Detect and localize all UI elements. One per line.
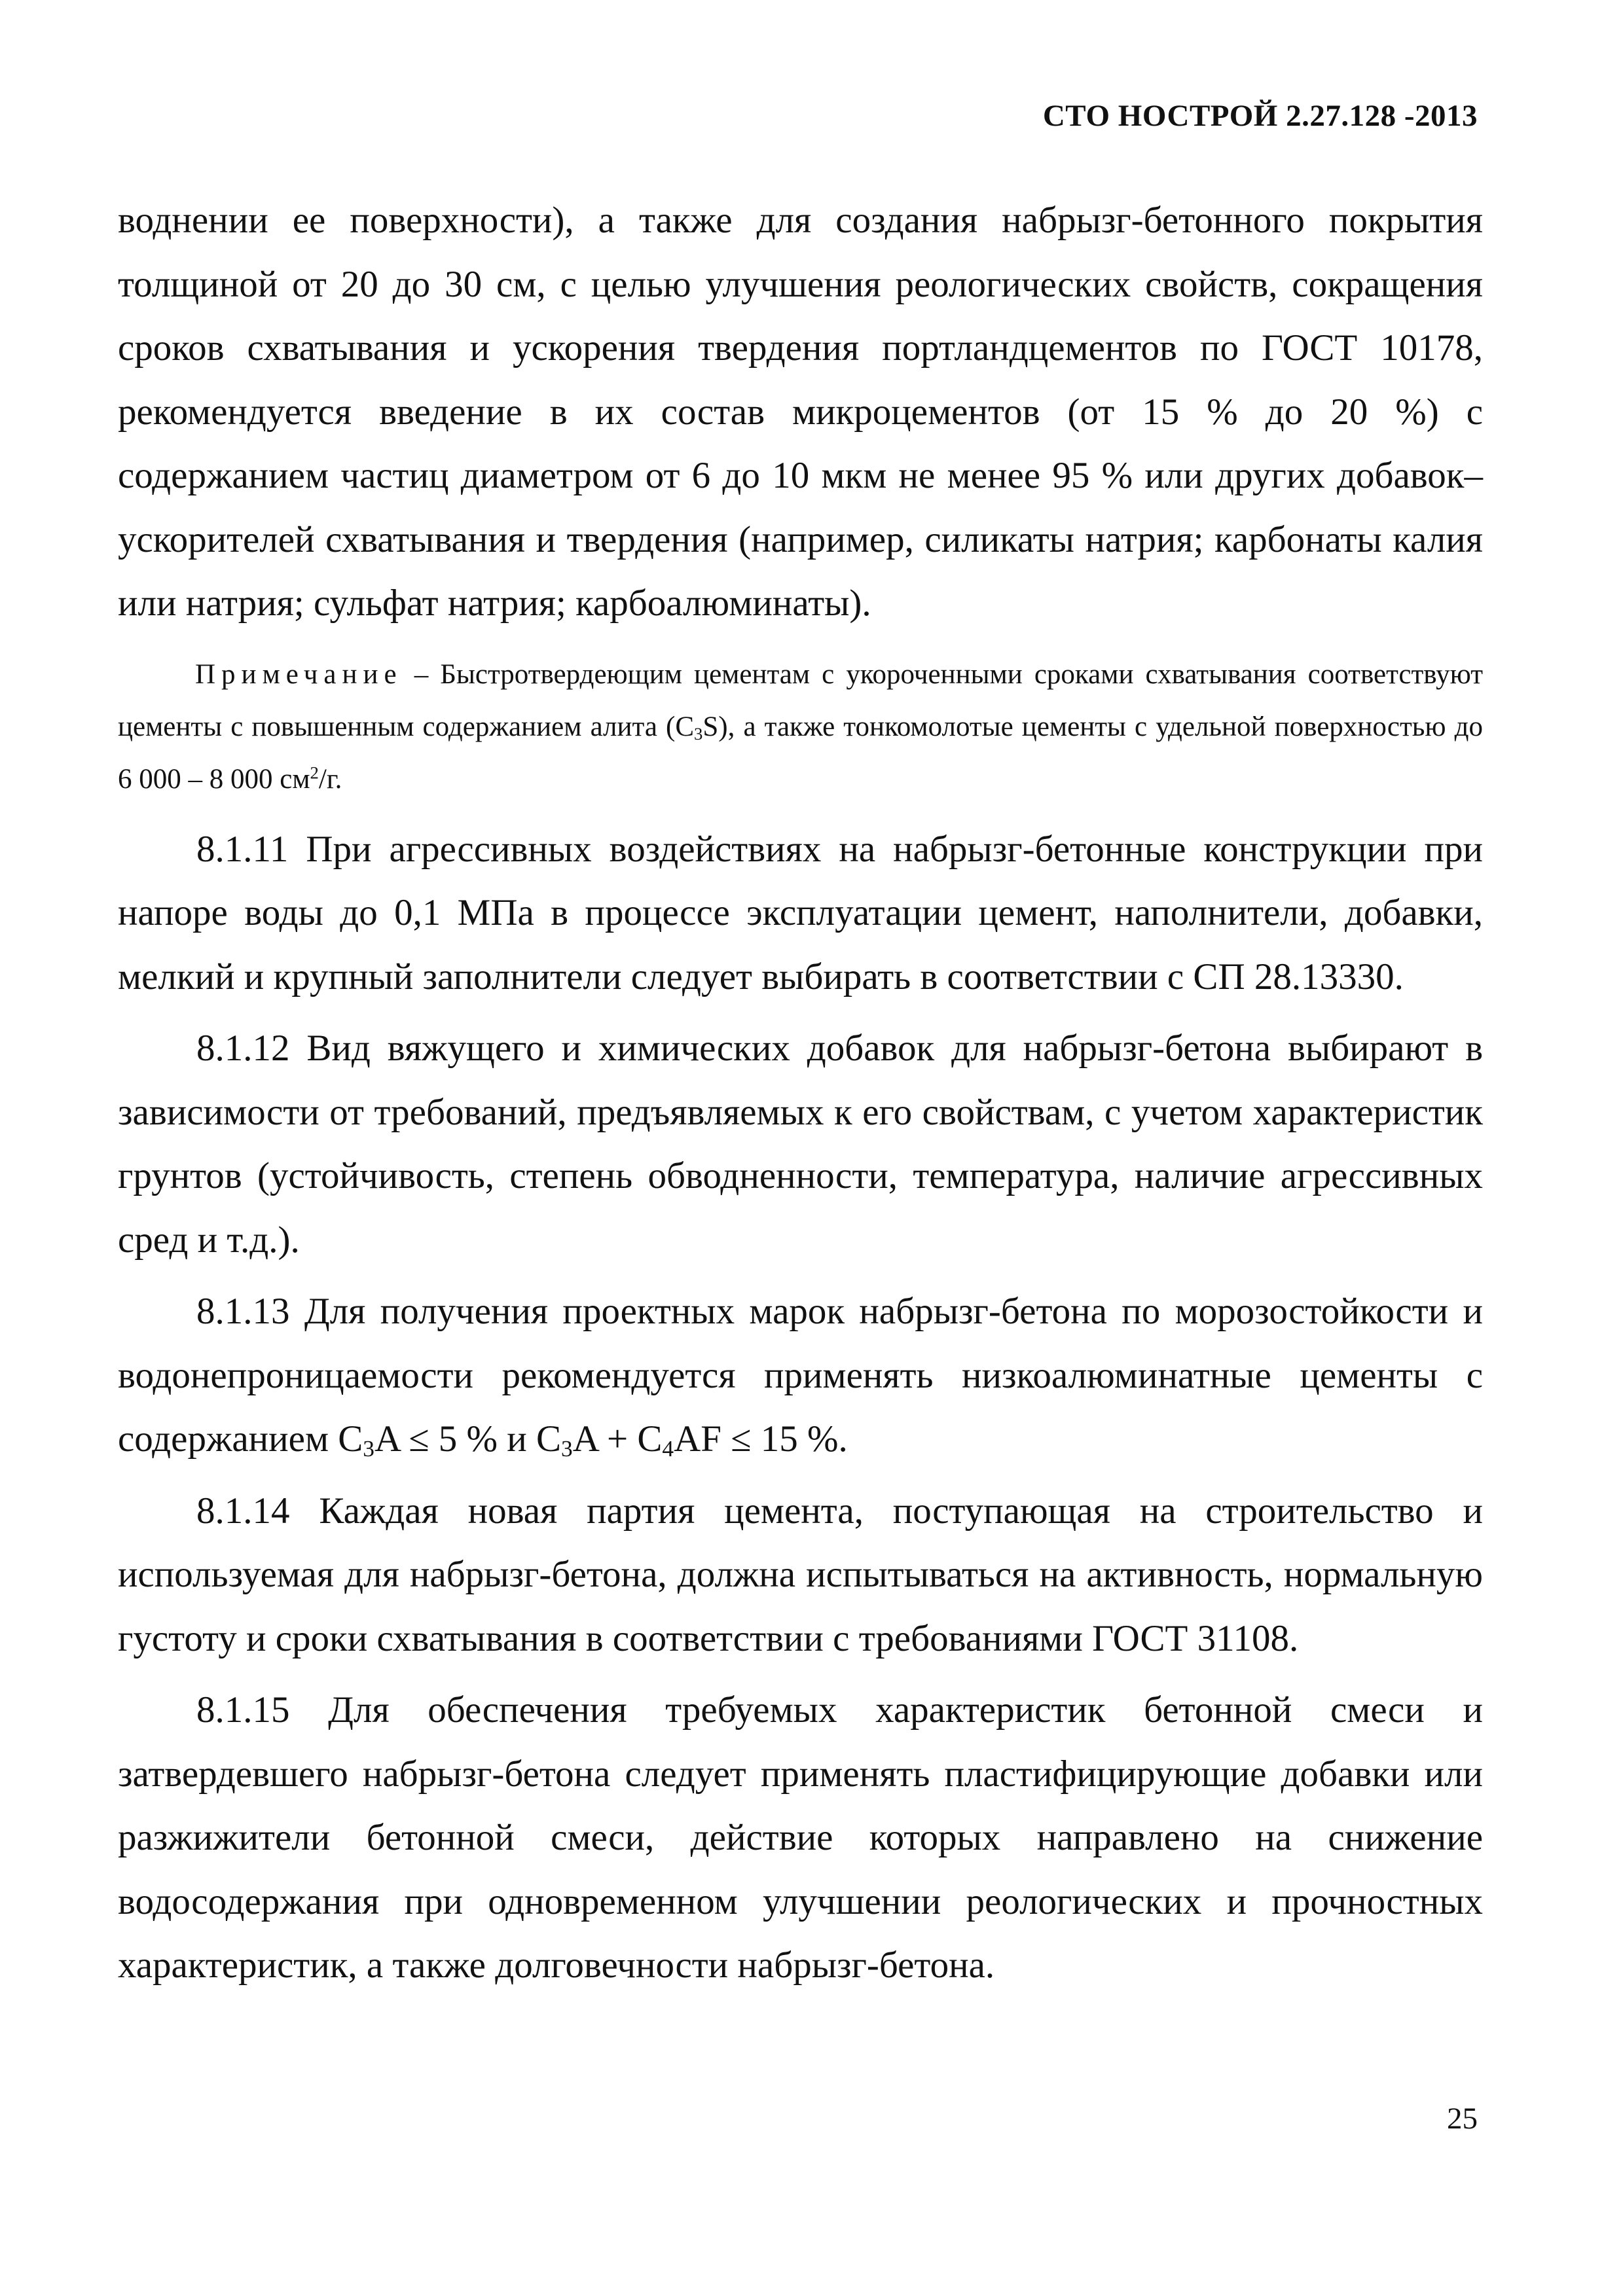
- paragraph-8-1-15: 8.1.15 Для обеспечения требуемых характеристик бетонной смеси и затвердевшего набрызг-бетона следует применять пластифицирующие добавки или разжижители бетонной смеси, действие которых направлено на снижение водосодержания при одновременном улучшении реологических и прочностных характеристик, а также долговечности набрызг-бетона.: [118, 1689, 1483, 1986]
- note-block: [118, 649, 1483, 806]
- document-code-header: СТО НОСТРОЙ 2.27.128 -2013: [1042, 99, 1478, 133]
- paragraph-8-1-14: 8.1.14 Каждая новая партия цемента, поступающая на строительство и используемая для набрызг-бетона, должна испытываться на активность, нормальную густоту и сроки схватывания в соответствии с требованиями ГОСТ 31108.: [118, 1490, 1483, 1659]
- document-body: [118, 188, 1483, 1998]
- subscript: 3: [694, 723, 703, 744]
- superscript: 2: [310, 762, 319, 782]
- paragraph-continuation: воднении ее поверхности), а также для создания набрызг-бетонного покрытия толщиной от 20 до 30 см, с целью улучшения реологических свойств, сокращения сроков схватывания и ускорения твердения портландцементов по ГОСТ 10178, рекомендуется введение в их состав микроцементов (от 15 % до 20 %) с содержанием частиц диаметром от 6 до 10 мкм не менее 95 % или других добавок–ускорителей схватывания и твердения (например, силикаты натрия; карбонаты калия или натрия; сульфат натрия; карбоалюминаты).: [118, 200, 1483, 624]
- paragraph-8-1-11: 8.1.11 При агрессивных воздействиях на набрызг-бетонные конструкции при напоре воды до 0,1 МПа в процессе эксплуатации цемент, наполнители, добавки, мелкий и крупный заполнители следует выбирать в соответствии с СП 28.13330.: [118, 828, 1483, 997]
- note-text-part: /г.: [318, 763, 342, 795]
- subscript: 4: [662, 1435, 674, 1462]
- note-label: Примечание: [195, 658, 403, 690]
- subscript: 3: [363, 1435, 374, 1462]
- paragraph-text-part: AF ≤ 15 %.: [674, 1418, 848, 1460]
- paragraph-text-part: A + C: [572, 1418, 663, 1460]
- note-text-part: – Быстротвердеющим цементам с укороченными сроками схватывания соответствуют цементы с повышенным содержанием алита (C: [118, 658, 1483, 742]
- paragraph-text-part: 8.1.13 Для получения проектных марок набрызг-бетона по морозостойкости и водонепроницаемости рекомендуется применять низкоалюминатные цементы с содержанием C: [118, 1291, 1483, 1460]
- page-number: 25: [1447, 2102, 1478, 2136]
- subscript: 3: [561, 1435, 573, 1462]
- note-text-part: S), а также тонкомолотые цементы с удельной поверхностью до 6 000 – 8 000 см: [118, 711, 1483, 795]
- paragraph-text-part: A ≤ 5 % и C: [374, 1418, 562, 1460]
- paragraph-8-1-12: 8.1.12 Вид вяжущего и химических добавок для набрызг-бетона выбирают в зависимости от требований, предъявляемых к его свойствам, с учетом характеристик грунтов (устойчивость, степень обводненности, температура, наличие агрессивных сред и т.д.).: [118, 1028, 1483, 1261]
- paragraph-8-1-13: [118, 1280, 1483, 1471]
